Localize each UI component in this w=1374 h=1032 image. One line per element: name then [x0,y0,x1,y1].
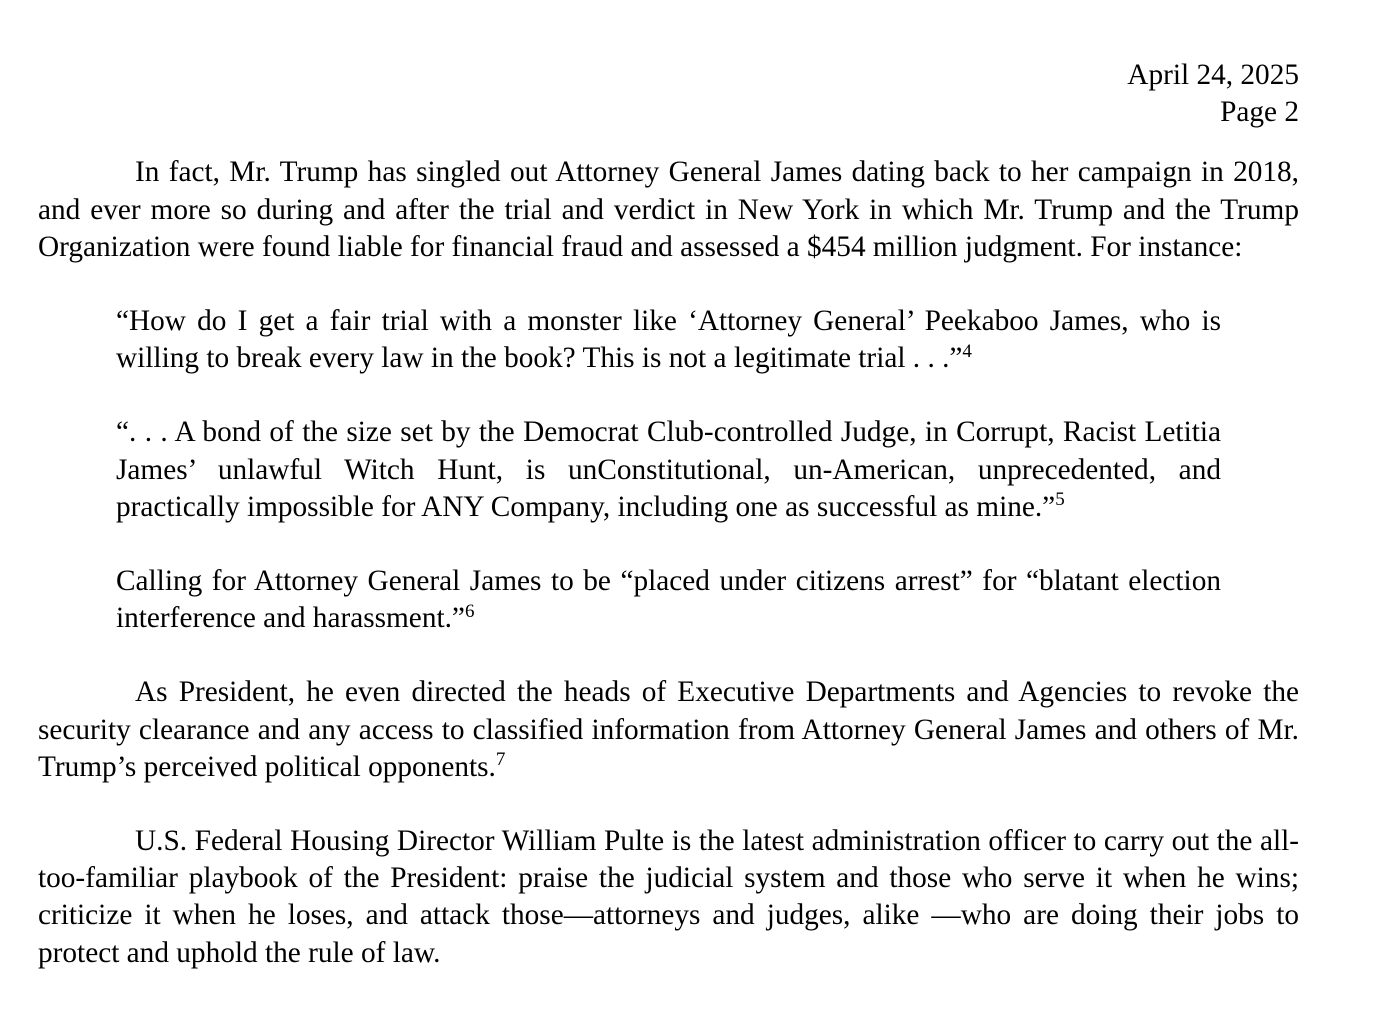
block-quote-2 [116,414,1221,526]
page-header [38,57,1299,131]
body-paragraph-1: In fact, Mr. Trump has singled out Attorney General James dating back to her campaign in 2018, and ever more so during and after the trial and verdict in New York in which Mr. Trump and the Trump Organization were found liable for financial fraud and assessed a $454 million judgment. For instance: [38,156,1299,263]
header-page-number: Page 2 [1220,96,1299,129]
block-quote-1 [116,303,1221,377]
quote-text: Calling for Attorney General James to be “placed under citizens arrest” for “blatant election interference and harassment.” [116,565,1221,635]
paragraph-text: As President, he even directed the heads of Executive Departments and Agencies to revoke the security clearance and any access to classified information from Attorney General James and others of Mr. Trump’s perceived political opponents. [38,676,1299,783]
footnote-marker: 7 [495,749,506,771]
letter-page [38,57,1299,972]
body-paragraph-2 [38,674,1299,786]
block-quote-3 [116,563,1221,637]
body-paragraph-3: U.S. Federal Housing Director William Pulte is the latest administration officer to carry out the all-too-familiar playbook of the President: praise the judicial system and those who serve it when he wins; criticize it when he loses, and attack those—attorneys and judges, alike —who are doing their jobs to protect and uphold the rule of law. [38,825,1299,969]
header-date: April 24, 2025 [1127,59,1299,91]
footnote-marker: 6 [464,600,475,622]
quote-text: “How do I get a fair trial with a monster like ‘Attorney General’ Peekaboo James, who is willing to break every law in the book? This is not a legitimate trial . . .” [116,305,1221,375]
footnote-marker: 5 [1055,489,1065,511]
quote-text: “. . . A bond of the size set by the Democrat Club-controlled Judge, in Corrupt, Racist Letitia James’ unlawful Witch Hunt, is unConstitutional, un-American, unprecedented, and practically impossible for ANY Company, including one as successful as mine.” [116,416,1221,523]
footnote-marker: 4 [962,340,972,362]
